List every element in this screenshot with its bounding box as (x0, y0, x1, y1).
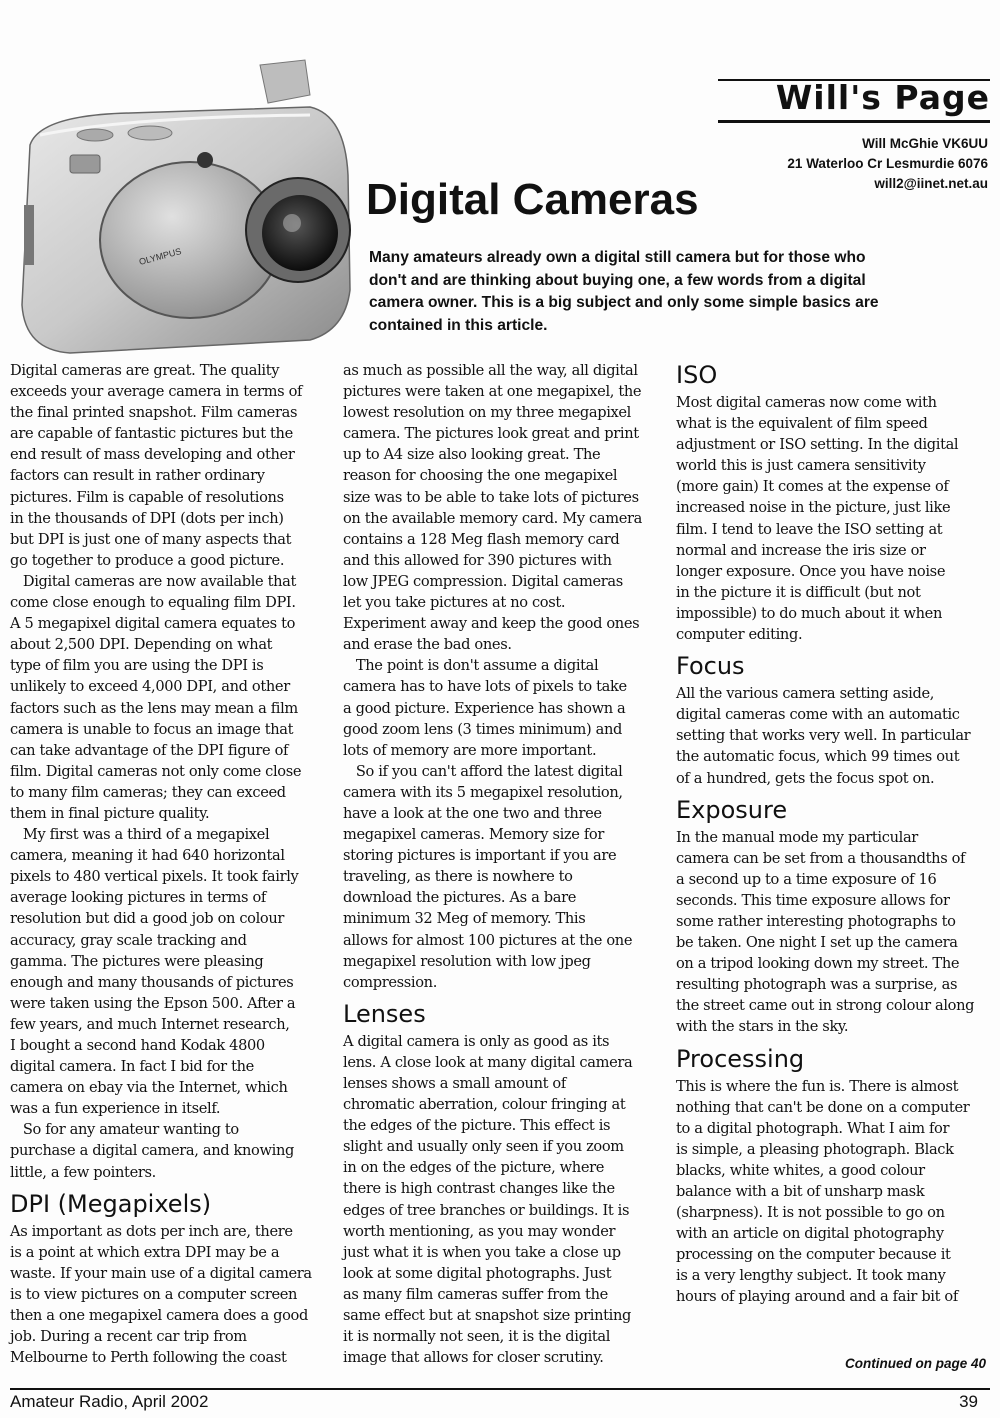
text-line: to a digital photograph. What I aim for (676, 1119, 950, 1137)
text-line: can take advantage of the DPI figure of (10, 741, 289, 759)
text-line: but DPI is just one of many aspects that (10, 530, 292, 548)
text-line: This is where the fun is. There is almost (676, 1077, 959, 1095)
text-line: as much as possible all the way, all digital (343, 362, 638, 379)
text-line: A 5 megapixel digital camera equates to (10, 615, 296, 633)
text-line: processing on the computer because it (676, 1246, 951, 1264)
text-line: I bought a second hand Kodak 4800 (10, 1037, 265, 1054)
text-line: A digital camera is only as good as its (343, 1032, 610, 1050)
text-line: minimum 32 Meg of memory. This (343, 910, 586, 928)
text-line: and erase the bad ones. (343, 636, 512, 654)
text-line: camera, meaning it had 640 horizontal (10, 847, 285, 865)
text-line: world this is just camera sensitivity (676, 457, 926, 475)
text-line: have a look at the one two and three (343, 804, 602, 822)
author-name: Will McGhie VK6UU (862, 136, 988, 151)
text-line: The point is don't assume a digital (343, 657, 599, 675)
text-line: purchase a digital camera, and knowing (10, 1142, 294, 1160)
text-line: film. Digital cameras not only come close (10, 762, 302, 780)
section-heading: Focus (676, 652, 745, 681)
text-line: setting that works very well. In particular (676, 727, 971, 745)
text-line: seconds. This time exposure allows for (676, 891, 950, 909)
text-line: impossible) to do much about it when (676, 604, 942, 622)
text-line: same effect but at snapshot size printing (343, 1307, 632, 1325)
text-line: hours of playing around and a fair bit of (676, 1288, 958, 1306)
text-line: image that allows for closer scrutiny. (343, 1349, 604, 1367)
text-line: is a very lengthy subject. It took many (676, 1267, 946, 1285)
text-line: reason for choosing the one megapixel (343, 467, 618, 485)
header-rule-bottom (718, 120, 990, 123)
text-line: camera. The pictures look great and print (343, 425, 639, 443)
text-line: increased noise in the picture, just like (676, 499, 951, 517)
text-line: resolution but did a good job on colour (10, 910, 285, 928)
text-line: Experiment away and keep the good ones (343, 615, 640, 633)
text-line: nothing that can't be done on a computer (676, 1098, 970, 1116)
text-line: waste. If your main use of a digital camera (10, 1264, 312, 1282)
text-line: type of film you are using the DPI is (10, 657, 264, 675)
text-line: lowest resolution on my three megapixel (343, 404, 631, 422)
text-line: megapixel cameras. Memory size for (343, 826, 604, 844)
section-heading: Lenses (343, 999, 426, 1028)
intro-line: camera owner. This is a big subject and only some simple basics are (369, 294, 879, 311)
text-line: longer exposure. Once you have noise (676, 562, 946, 580)
text-line: enough and many thousands of pictures (10, 973, 294, 991)
text-line: as many film cameras suffer from the (343, 1285, 608, 1303)
text-line: Melbourne to Perth following the coast (10, 1349, 287, 1367)
column-2 (343, 360, 655, 1368)
text-line: compression. (343, 973, 438, 991)
author-address: 21 Waterloo Cr Lesmurdie 6076 (787, 156, 988, 171)
author-email: will2@iinet.net.au (874, 176, 988, 191)
text-line: exceeds your average camera in terms of (10, 383, 303, 401)
text-line: was a fun experience in itself. (10, 1100, 221, 1118)
text-line: the final printed snapshot. Film cameras (10, 404, 298, 422)
continued-note: Continued on page 40 (844, 1356, 986, 1371)
text-line: there is high contrast changes like the (343, 1180, 615, 1198)
text-line: on the available memory card. My camera (343, 509, 642, 527)
text-line: All the various camera setting aside, (676, 685, 935, 703)
text-line: As important as dots per inch are, there (10, 1222, 293, 1240)
intro-line: contained in this article. (369, 316, 548, 334)
text-line: few years, and much Internet research, (10, 1015, 290, 1033)
text-line: is a point at which extra DPI may be a (10, 1243, 280, 1261)
text-line: little, a few pointers. (10, 1163, 156, 1181)
text-line: in the picture it is difficult (but not (676, 583, 921, 601)
text-line: the edges of the picture. This effect is (343, 1117, 611, 1135)
text-line: are capable of fantastic pictures but the (10, 425, 293, 443)
text-line: (sharpness). It is not possible to go on (676, 1204, 945, 1222)
text-line: average looking pictures in terms of (10, 889, 266, 907)
text-line: camera on ebay via the Internet, which (10, 1079, 288, 1097)
text-line: the automatic focus, which 99 times out (676, 748, 960, 766)
text-line: resulting photograph was a surprise, as (676, 976, 958, 994)
text-line: camera has to have lots of pixels to take (343, 678, 627, 696)
text-line: camera with its 5 megapixel resolution, (343, 783, 623, 801)
text-line: about 2,500 DPI. Depending on what (10, 636, 273, 654)
text-line: chromatic aberration, colour fringing at (343, 1096, 626, 1114)
text-line: of a hundred, gets the focus spot on. (676, 769, 935, 787)
column-1 (10, 360, 322, 1368)
text-line: unlikely to exceed 4,000 DPI, and other (10, 678, 290, 696)
text-line: just what it is when you take a close up (343, 1243, 621, 1261)
text-line: film. I tend to leave the ISO setting at (676, 520, 943, 538)
text-line: a good picture. Experience has shown a (343, 699, 626, 717)
text-line: accuracy, gray scale tracking and (10, 931, 247, 949)
text-line: storing pictures is important if you are (343, 847, 617, 865)
text-line: So for any amateur wanting to (10, 1121, 239, 1139)
text-line: camera can be set from a thousandths of (676, 849, 966, 867)
section-heading: Exposure (676, 795, 788, 824)
text-line: job. During a recent car trip from (10, 1328, 247, 1346)
text-line: in the thousands of DPI (dots per inch) (10, 509, 284, 527)
text-line: is to view pictures on a computer screen (10, 1285, 298, 1303)
text-line: computer editing. (676, 626, 803, 644)
footer-rule (10, 1388, 990, 1390)
text-line: lens. A close look at many digital camera (343, 1053, 633, 1071)
text-line: low JPEG compression. Digital cameras (343, 572, 623, 590)
section-title: Will's Page (775, 78, 990, 117)
text-line: good zoom lens (3 times minimum) and (343, 720, 623, 738)
text-line: adjustment or ISO setting. In the digital (676, 436, 959, 454)
text-line: to many film cameras; they can exceed (10, 783, 286, 801)
text-line: is simple, a pleasing photograph. Black (676, 1140, 954, 1158)
text-line: Most digital cameras now come with (676, 394, 937, 411)
text-line: Digital cameras are great. The quality (10, 362, 280, 379)
text-line: in on the edges of the picture, where (343, 1159, 605, 1177)
text-line: So if you can't afford the latest digital (343, 762, 623, 780)
text-line: blacks, white whites, a good colour (676, 1161, 925, 1179)
text-line: digital camera. In fact I bid for the (10, 1058, 254, 1076)
text-line: Digital cameras are now available that (10, 572, 297, 590)
text-line: go together to produce a good picture. (10, 551, 285, 569)
text-line: slight and usually only seen if you zoom (343, 1138, 624, 1156)
text-line: In the manual mode my particular (676, 828, 918, 846)
text-line: lenses shows a small amount of (343, 1075, 566, 1092)
text-line: some rather interesting photographs to (676, 912, 956, 930)
text-line: be taken. One night I set up the camera (676, 934, 958, 952)
text-line: factors such as the lens may mean a film (10, 699, 298, 717)
text-line: and this allowed for 390 pictures with (343, 551, 612, 569)
article-title: Digital Cameras (366, 175, 699, 224)
text-line: let you take pictures at no cost. (343, 594, 566, 612)
text-line: gamma. The pictures were pleasing (10, 952, 264, 970)
intro-line: don't and are thinking about buying one, a few words from a digital (369, 271, 866, 289)
text-line: traveling, as there is nowhere to (343, 868, 573, 886)
text-line: size was to be able to take lots of pictures (343, 488, 639, 506)
text-line: were taken using the Epson 500. After a (10, 994, 296, 1012)
text-line: lots of memory are more important. (343, 741, 597, 759)
text-line: download the pictures. As a bare (343, 889, 576, 907)
text-line: My first was a third of a megapixel (10, 826, 270, 844)
text-line: pictures were taken at one megapixel, the (343, 383, 642, 401)
article-intro (369, 247, 969, 337)
column-3 (676, 360, 988, 1308)
text-line: worth mentioning, as you may wonder (343, 1222, 616, 1240)
text-line: with the stars in the sky. (676, 1018, 849, 1036)
text-line: pixels to 480 vertical pixels. It took fairly (10, 868, 299, 886)
text-line: allows for almost 100 pictures at the one (343, 931, 633, 949)
text-line: end result of mass developing and other (10, 446, 295, 464)
text-line: then a one megapixel camera does a good (10, 1307, 308, 1325)
text-line: edges of tree branches or buildings. It is (343, 1201, 630, 1219)
text-line: them in final picture quality. (10, 804, 210, 822)
text-line: pictures. Film is capable of resolutions (10, 488, 284, 506)
section-heading: DPI (Megapixels) (10, 1189, 212, 1218)
section-heading: ISO (676, 361, 718, 389)
text-line: balance with a bit of unsharp mask (676, 1183, 925, 1200)
text-line: contains a 128 Meg flash memory card (343, 530, 620, 548)
footer-page-number: 39 (959, 1392, 978, 1411)
text-line: (more gain) It comes at the expense of (676, 478, 949, 496)
text-line: on a tripod looking down my street. The (676, 955, 960, 973)
intro-line: Many amateurs already own a digital still camera but for those who (369, 249, 866, 266)
text-line: it is normally not seen, it is the digital (343, 1328, 611, 1346)
text-line: factors can result in rather ordinary (10, 467, 265, 485)
text-line: what is the equivalent of film speed (676, 415, 928, 433)
text-line: look at some digital photographs. Just (343, 1264, 612, 1282)
text-line: camera is unable to focus an image that (10, 720, 294, 738)
text-line: digital cameras come with an automatic (676, 706, 960, 724)
section-heading: Processing (676, 1044, 805, 1073)
text-line: megapixel resolution with low jpeg (343, 952, 591, 970)
text-line: come close enough to equaling film DPI. (10, 594, 296, 612)
text-line: a second up to a time exposure of 16 (676, 870, 937, 888)
footer-publication: Amateur Radio, April 2002 (10, 1392, 209, 1411)
text-line: normal and increase the iris size or (676, 541, 926, 559)
text-line: the street came out in strong colour along (676, 997, 975, 1015)
svg-text:OLYMPUS: OLYMPUS (137, 246, 183, 267)
camera-photo (10, 55, 355, 355)
text-line: with an article on digital photography (676, 1225, 944, 1243)
author-block (668, 134, 988, 194)
text-line: up to A4 size also looking great. The (343, 446, 601, 464)
